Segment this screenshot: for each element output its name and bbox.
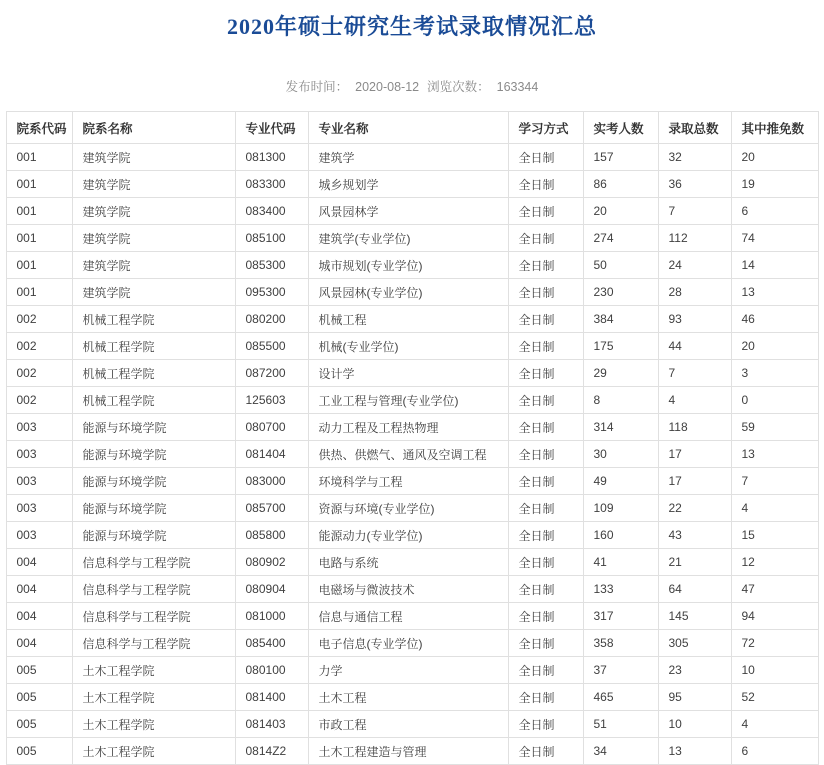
table-cell: 全日制	[508, 738, 583, 765]
table-cell: 全日制	[508, 414, 583, 441]
table-cell: 全日制	[508, 225, 583, 252]
table-row	[6, 387, 818, 414]
table-cell: 109	[583, 495, 658, 522]
table-cell: 7	[658, 198, 731, 225]
column-header: 实考人数	[583, 112, 658, 144]
table-cell: 机械工程学院	[72, 333, 235, 360]
table-cell: 080200	[235, 306, 308, 333]
table-cell: 230	[583, 279, 658, 306]
table-cell: 085700	[235, 495, 308, 522]
table-cell: 土木工程学院	[72, 711, 235, 738]
table-cell: 47	[731, 576, 818, 603]
table-cell: 081000	[235, 603, 308, 630]
table-cell: 电磁场与微波技术	[308, 576, 508, 603]
table-cell: 建筑学院	[72, 252, 235, 279]
table-cell: 001	[6, 225, 72, 252]
table-cell: 全日制	[508, 522, 583, 549]
table-cell: 21	[658, 549, 731, 576]
table-cell: 资源与环境(专业学位)	[308, 495, 508, 522]
table-cell: 112	[658, 225, 731, 252]
table-cell: 全日制	[508, 684, 583, 711]
table-cell: 72	[731, 630, 818, 657]
table-cell: 29	[583, 360, 658, 387]
table-cell: 机械工程学院	[72, 306, 235, 333]
table-cell: 建筑学院	[72, 225, 235, 252]
table-row	[6, 738, 818, 765]
table-row	[6, 468, 818, 495]
table-cell: 085400	[235, 630, 308, 657]
table-cell: 005	[6, 738, 72, 765]
table-cell: 001	[6, 279, 72, 306]
table-cell: 能源与环境学院	[72, 414, 235, 441]
table-row	[6, 171, 818, 198]
table-cell: 20	[731, 144, 818, 171]
table-cell: 13	[731, 441, 818, 468]
table-cell: 002	[6, 306, 72, 333]
table-cell: 001	[6, 198, 72, 225]
table-cell: 全日制	[508, 252, 583, 279]
table-cell: 风景园林(专业学位)	[308, 279, 508, 306]
table-cell: 土木工程学院	[72, 684, 235, 711]
table-cell: 电路与系统	[308, 549, 508, 576]
table-cell: 全日制	[508, 576, 583, 603]
table-cell: 12	[731, 549, 818, 576]
table-cell: 土木工程	[308, 684, 508, 711]
table-cell: 能源动力(专业学位)	[308, 522, 508, 549]
table-cell: 30	[583, 441, 658, 468]
table-cell: 23	[658, 657, 731, 684]
table-cell: 能源与环境学院	[72, 522, 235, 549]
table-cell: 314	[583, 414, 658, 441]
table-body	[6, 144, 818, 765]
table-cell: 8	[583, 387, 658, 414]
table-cell: 005	[6, 711, 72, 738]
table-row	[6, 657, 818, 684]
table-cell: 电子信息(专业学位)	[308, 630, 508, 657]
table-cell: 城市规划(专业学位)	[308, 252, 508, 279]
admissions-table	[6, 111, 819, 765]
table-cell: 3	[731, 360, 818, 387]
column-header: 学习方式	[508, 112, 583, 144]
table-cell: 全日制	[508, 495, 583, 522]
table-cell: 13	[658, 738, 731, 765]
table-row	[6, 711, 818, 738]
table-cell: 384	[583, 306, 658, 333]
table-cell: 50	[583, 252, 658, 279]
table-cell: 17	[658, 441, 731, 468]
table-cell: 14	[731, 252, 818, 279]
table-cell: 86	[583, 171, 658, 198]
table-cell: 64	[658, 576, 731, 603]
table-cell: 24	[658, 252, 731, 279]
table-cell: 全日制	[508, 468, 583, 495]
table-cell: 全日制	[508, 171, 583, 198]
table-cell: 建筑学院	[72, 171, 235, 198]
column-header: 其中推免数	[731, 112, 818, 144]
table-cell: 市政工程	[308, 711, 508, 738]
table-cell: 32	[658, 144, 731, 171]
table-cell: 20	[731, 333, 818, 360]
table-cell: 全日制	[508, 387, 583, 414]
table-cell: 城乡规划学	[308, 171, 508, 198]
table-cell: 081404	[235, 441, 308, 468]
table-cell: 全日制	[508, 360, 583, 387]
table-cell: 全日制	[508, 333, 583, 360]
column-header: 录取总数	[658, 112, 731, 144]
table-cell: 机械(专业学位)	[308, 333, 508, 360]
column-header: 专业名称	[308, 112, 508, 144]
table-cell: 36	[658, 171, 731, 198]
table-cell: 7	[731, 468, 818, 495]
table-row	[6, 603, 818, 630]
table-cell: 建筑学(专业学位)	[308, 225, 508, 252]
table-header-row	[6, 112, 818, 144]
table-cell: 15	[731, 522, 818, 549]
table-cell: 环境科学与工程	[308, 468, 508, 495]
table-cell: 43	[658, 522, 731, 549]
table-cell: 317	[583, 603, 658, 630]
table-cell: 7	[658, 360, 731, 387]
table-cell: 全日制	[508, 144, 583, 171]
views-count: 163344	[496, 80, 539, 94]
table-cell: 13	[731, 279, 818, 306]
table-cell: 003	[6, 441, 72, 468]
table-cell: 465	[583, 684, 658, 711]
table-cell: 信息科学与工程学院	[72, 549, 235, 576]
table-cell: 41	[583, 549, 658, 576]
table-cell: 6	[731, 198, 818, 225]
publish-meta	[0, 80, 824, 94]
table-cell: 080904	[235, 576, 308, 603]
table-row	[6, 225, 818, 252]
table-cell: 083000	[235, 468, 308, 495]
table-cell: 0	[731, 387, 818, 414]
table-cell: 087200	[235, 360, 308, 387]
table-row	[6, 522, 818, 549]
table-cell: 001	[6, 252, 72, 279]
table-row	[6, 252, 818, 279]
table-cell: 全日制	[508, 657, 583, 684]
table-cell: 44	[658, 333, 731, 360]
table-row	[6, 684, 818, 711]
table-cell: 080100	[235, 657, 308, 684]
table-cell: 信息与通信工程	[308, 603, 508, 630]
table-cell: 52	[731, 684, 818, 711]
table-cell: 全日制	[508, 279, 583, 306]
table-cell: 005	[6, 657, 72, 684]
table-cell: 22	[658, 495, 731, 522]
page-title: 2020年硕士研究生考试录取情况汇总	[226, 14, 597, 39]
table-cell: 风景园林学	[308, 198, 508, 225]
table-cell: 4	[731, 711, 818, 738]
table-cell: 001	[6, 171, 72, 198]
table-cell: 信息科学与工程学院	[72, 603, 235, 630]
table-row	[6, 576, 818, 603]
table-row	[6, 144, 818, 171]
table-cell: 004	[6, 549, 72, 576]
table-cell: 全日制	[508, 711, 583, 738]
table-cell: 175	[583, 333, 658, 360]
table-row	[6, 441, 818, 468]
table-cell: 003	[6, 522, 72, 549]
table-cell: 0814Z2	[235, 738, 308, 765]
table-cell: 能源与环境学院	[72, 495, 235, 522]
table-cell: 118	[658, 414, 731, 441]
table-cell: 157	[583, 144, 658, 171]
table-cell: 003	[6, 495, 72, 522]
table-cell: 全日制	[508, 441, 583, 468]
table-cell: 19	[731, 171, 818, 198]
table-cell: 081400	[235, 684, 308, 711]
table-cell: 机械工程学院	[72, 387, 235, 414]
table-cell: 004	[6, 630, 72, 657]
table-cell: 083300	[235, 171, 308, 198]
table-cell: 10	[731, 657, 818, 684]
table-cell: 机械工程	[308, 306, 508, 333]
table-cell: 005	[6, 684, 72, 711]
table-cell: 机械工程学院	[72, 360, 235, 387]
table-row	[6, 333, 818, 360]
table-cell: 305	[658, 630, 731, 657]
table-cell: 4	[731, 495, 818, 522]
column-header: 专业代码	[235, 112, 308, 144]
table-cell: 37	[583, 657, 658, 684]
table-cell: 20	[583, 198, 658, 225]
table-cell: 59	[731, 414, 818, 441]
table-cell: 46	[731, 306, 818, 333]
table-cell: 土木工程学院	[72, 738, 235, 765]
table-cell: 358	[583, 630, 658, 657]
publish-date: 2020-08-12	[355, 80, 420, 94]
column-header: 院系名称	[72, 112, 235, 144]
table-cell: 工业工程与管理(专业学位)	[308, 387, 508, 414]
table-cell: 4	[658, 387, 731, 414]
table-cell: 001	[6, 144, 72, 171]
table-cell: 004	[6, 576, 72, 603]
table-cell: 供热、供燃气、通风及空调工程	[308, 441, 508, 468]
table-cell: 土木工程建造与管理	[308, 738, 508, 765]
table-cell: 建筑学院	[72, 279, 235, 306]
table-cell: 94	[731, 603, 818, 630]
table-cell: 74	[731, 225, 818, 252]
table-cell: 003	[6, 468, 72, 495]
table-cell: 085300	[235, 252, 308, 279]
table-cell: 全日制	[508, 306, 583, 333]
table-cell: 080700	[235, 414, 308, 441]
table-cell: 004	[6, 603, 72, 630]
table-cell: 081403	[235, 711, 308, 738]
table-row	[6, 198, 818, 225]
table-cell: 全日制	[508, 198, 583, 225]
table-row	[6, 306, 818, 333]
table-cell: 全日制	[508, 630, 583, 657]
table-cell: 建筑学院	[72, 144, 235, 171]
table-row	[6, 414, 818, 441]
table-cell: 建筑学	[308, 144, 508, 171]
table-cell: 设计学	[308, 360, 508, 387]
table-cell: 能源与环境学院	[72, 468, 235, 495]
table-cell: 080902	[235, 549, 308, 576]
table-cell: 全日制	[508, 603, 583, 630]
views-label: 浏览次数：	[427, 80, 490, 94]
table-row	[6, 630, 818, 657]
table-cell: 93	[658, 306, 731, 333]
table-cell: 081300	[235, 144, 308, 171]
column-header: 院系代码	[6, 112, 72, 144]
table-cell: 28	[658, 279, 731, 306]
table-cell: 10	[658, 711, 731, 738]
table-cell: 083400	[235, 198, 308, 225]
table-cell: 160	[583, 522, 658, 549]
table-cell: 信息科学与工程学院	[72, 576, 235, 603]
table-cell: 002	[6, 360, 72, 387]
table-row	[6, 549, 818, 576]
table-cell: 动力工程及工程热物理	[308, 414, 508, 441]
table-cell: 全日制	[508, 549, 583, 576]
table-cell: 085100	[235, 225, 308, 252]
table-cell: 建筑学院	[72, 198, 235, 225]
table-cell: 34	[583, 738, 658, 765]
table-cell: 6	[731, 738, 818, 765]
table-cell: 085500	[235, 333, 308, 360]
table-cell: 003	[6, 414, 72, 441]
table-cell: 土木工程学院	[72, 657, 235, 684]
table-cell: 125603	[235, 387, 308, 414]
table-cell: 信息科学与工程学院	[72, 630, 235, 657]
table-cell: 17	[658, 468, 731, 495]
table-cell: 145	[658, 603, 731, 630]
table-cell: 51	[583, 711, 658, 738]
table-cell: 95	[658, 684, 731, 711]
publish-time-label: 发布时间：	[285, 80, 349, 94]
table-row	[6, 360, 818, 387]
table-cell: 力学	[308, 657, 508, 684]
table-cell: 095300	[235, 279, 308, 306]
table-cell: 49	[583, 468, 658, 495]
table-cell: 133	[583, 576, 658, 603]
table-row	[6, 495, 818, 522]
table-cell: 能源与环境学院	[72, 441, 235, 468]
table-cell: 002	[6, 333, 72, 360]
table-cell: 002	[6, 387, 72, 414]
table-cell: 085800	[235, 522, 308, 549]
table-cell: 274	[583, 225, 658, 252]
page	[0, 14, 824, 765]
table-row	[6, 279, 818, 306]
